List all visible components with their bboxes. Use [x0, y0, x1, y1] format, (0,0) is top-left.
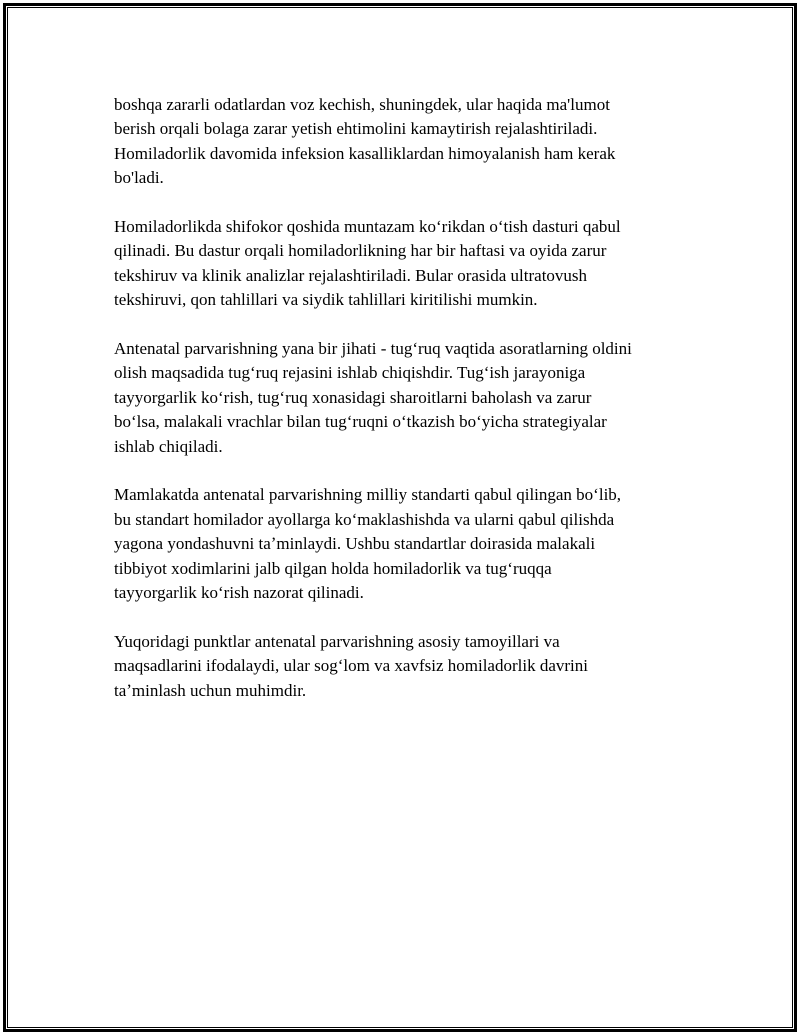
paragraph-3: Antenatal parvarishning yana bir jihati - tugʻruq vaqtida asoratlarning oldini olish maqsadida tugʻruq rejasini ishlab chiqishdir. Tugʻish jarayoniga tayyorgarlik koʻrish, tugʻruq xonasidagi sharoitlarni baholash va zarur boʻlsa, malakali vrachlar bilan tugʻruqni oʻtkazish boʻyicha strategiyalar ishlab chiqiladi. — [114, 339, 632, 456]
paragraph-2: Homiladorlikda shifokor qoshida muntazam koʻrikdan oʻtish dasturi qabul qilinadi. Bu dastur orqali homiladorlikning har bir haftasi va oyida zarur tekshiruv va klinik analizlar rejalashtiriladi. Bular orasida ultratovush tekshiruvi, qon tahlillari va siydik tahlillari kiritilishi mumkin. — [114, 217, 621, 310]
paragraph-5: Yuqoridagi punktlar antenatal parvarishning asosiy tamoyillari va maqsadlarini ifodalaydi, ular sogʻlom va xavfsiz homiladorlik davrini taʼminlash uchun muhimdir. — [114, 631, 588, 700]
paragraph-4: Mamlakatda antenatal parvarishning milliy standarti qabul qilingan boʻlib, bu standart homilador ayollarga koʻmaklashishda va ularni qabul qilishda yagona yondashuvni taʼminlaydi. Ushbu standartlar doirasida malakali tibbiyot xodimlarini jalb qilgan holda homiladorlik va tugʻruqqa tayyorgarlik koʻrish nazorat qilinadi. — [114, 485, 622, 603]
document-body — [114, 93, 694, 727]
paragraph-1: boshqa zararli odatlardan voz kechish, shuningdek, ular haqida ma'lumot berish orqali bolaga zarar yetish ehtimolini kamaytirish rejalashtiriladi. Homiladorlik davomida infeksion kasalliklardan himoyalanish ham kerak bo'ladi. — [114, 95, 616, 188]
